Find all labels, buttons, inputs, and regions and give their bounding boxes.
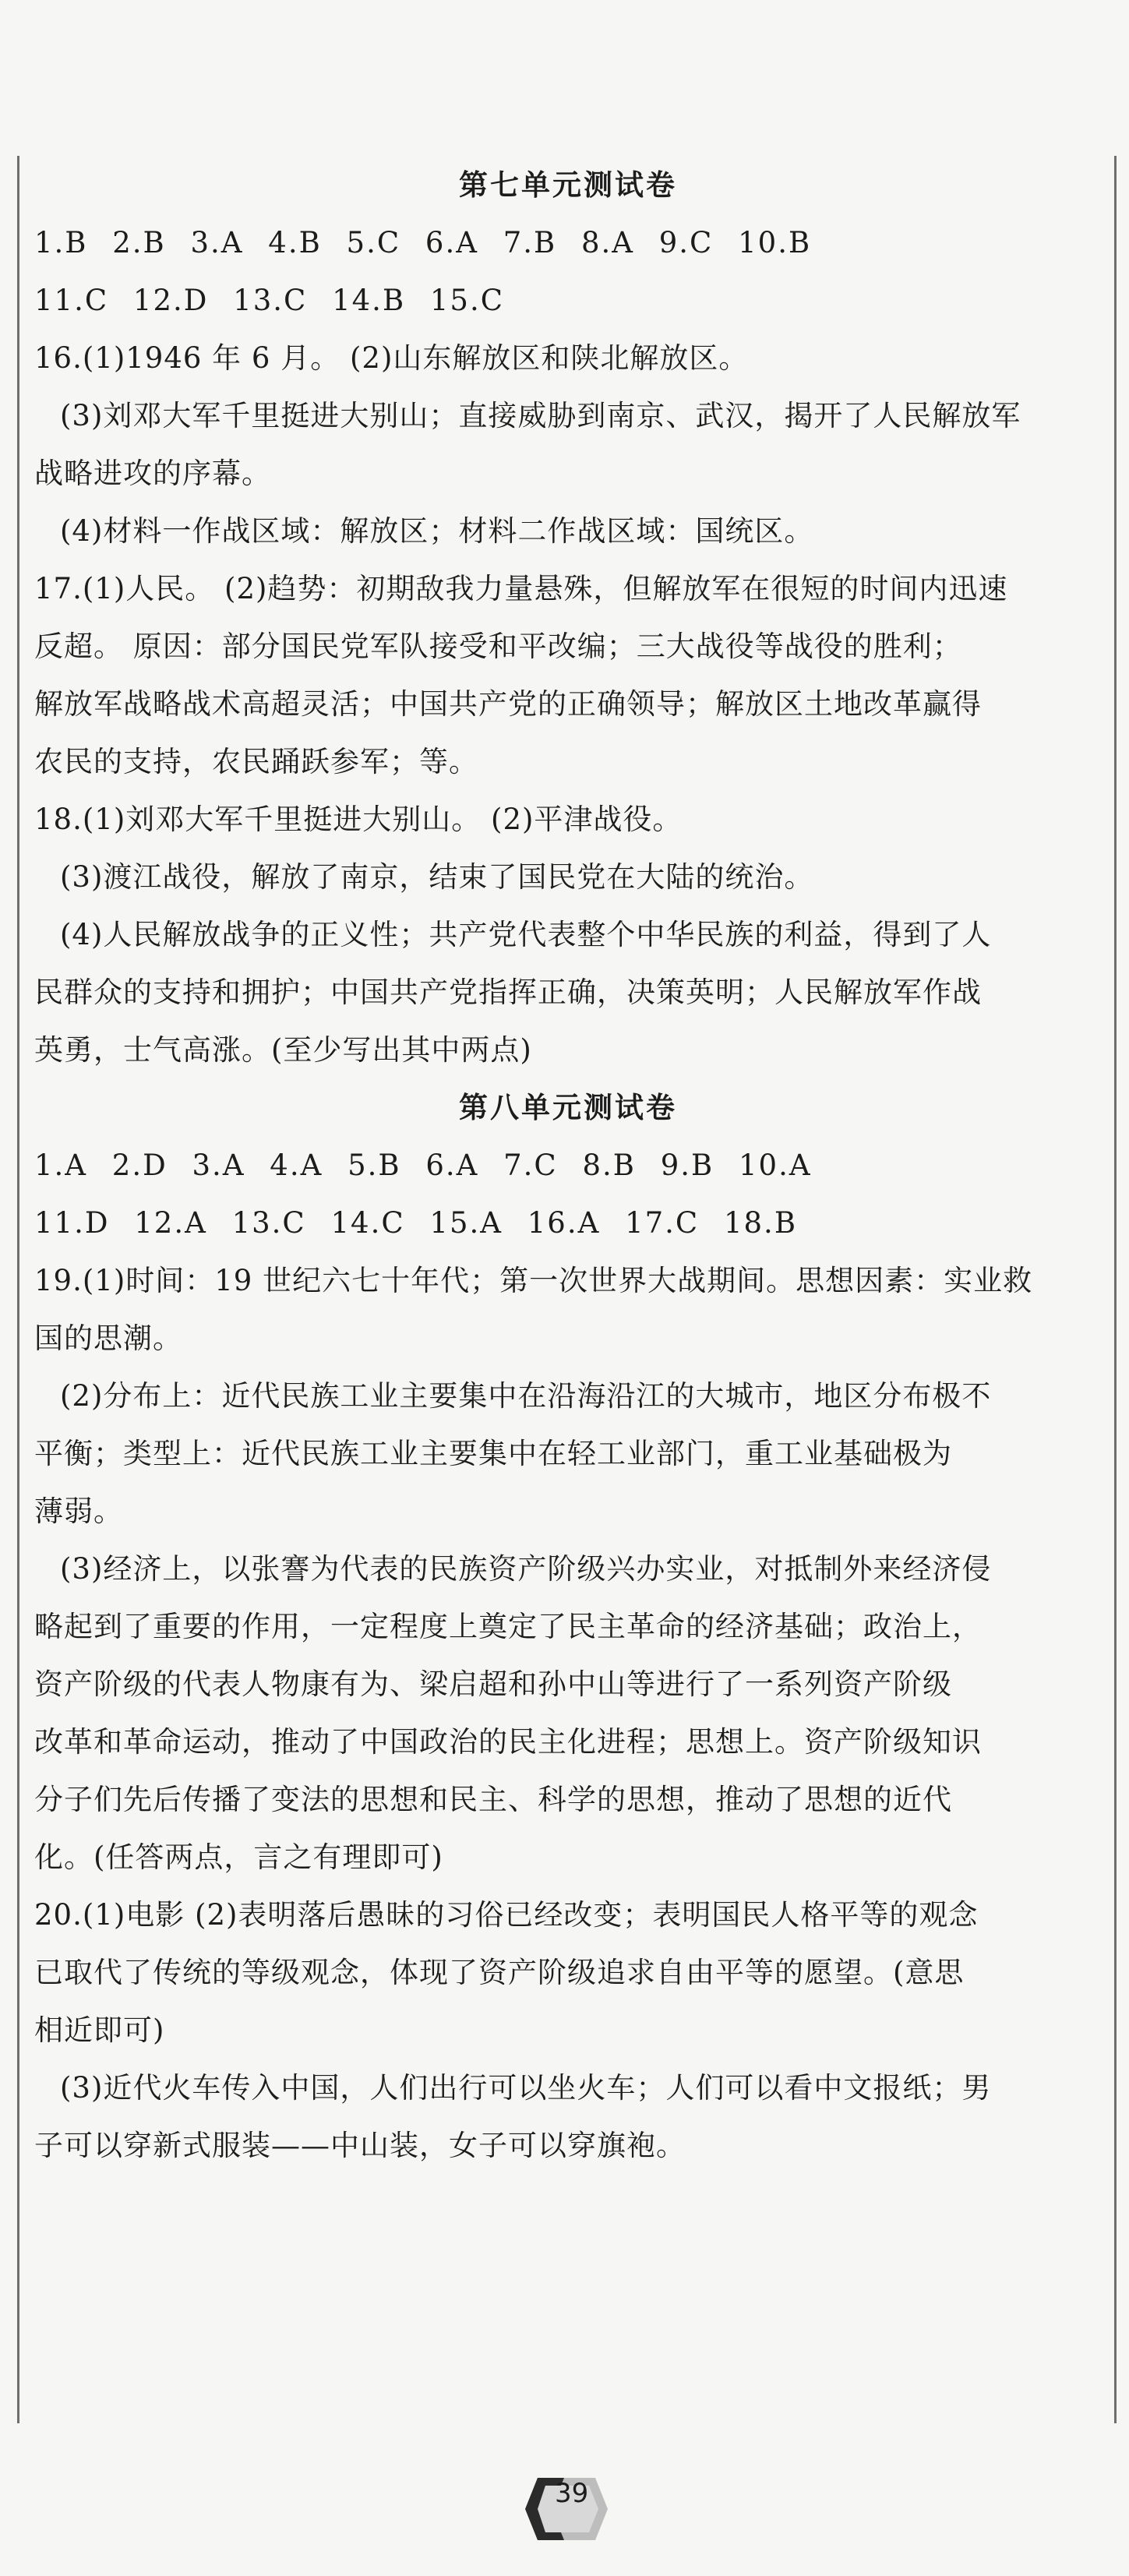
unit7-mc-row1: 1.B 2.B 3.A 4.B 5.C 6.A 7.B 8.A 9.C 10.B <box>34 226 812 259</box>
q17-line4: 农民的支持，农民踊跃参军；等。 <box>34 745 478 778</box>
q20-line2: 已取代了传统的等级观念，体现了资产阶级追求自由平等的愿望。(意思 <box>34 1956 965 1989</box>
page-number: 39 <box>555 2478 589 2509</box>
q18-line3: (4)人民解放战争的正义性；共产党代表整个中华民族的利益，得到了人 <box>60 918 992 951</box>
q20-line3: 相近即可) <box>34 2013 165 2047</box>
q19-line4: 平衡；类型上：近代民族工业主要集中在轻工业部门，重工业基础极为 <box>34 1437 952 1470</box>
q16-line1: 16.(1)1946 年 6 月。 (2)山东解放区和陕北解放区。 <box>34 341 749 375</box>
q17-line3: 解放军战略战术高超灵活；中国共产党的正确领导；解放区土地改革赢得 <box>34 687 982 721</box>
q19-line2: 国的思潮。 <box>34 1322 182 1355</box>
q20-line4: (3)近代火车传入中国，人们出行可以坐火车；人们可以看中文报纸；男 <box>60 2071 992 2105</box>
q19-line3: (2)分布上：近代民族工业主要集中在沿海沿江的大城市，地区分布极不 <box>60 1379 992 1413</box>
unit8-mc-row2: 11.D 12.A 13.C 14.C 15.A 16.A 17.C 18.B <box>34 1206 798 1240</box>
q19-line7: 略起到了重要的作用，一定程度上奠定了民主革命的经济基础；政治上， <box>34 1610 982 1643</box>
q18-line4: 民群众的支持和拥护；中国共产党指挥正确，决策英明；人民解放军作战 <box>34 976 982 1009</box>
q19-line5: 薄弱。 <box>34 1494 123 1528</box>
q19-line10: 分子们先后传播了变法的思想和民主、科学的思想，推动了思想的近代 <box>34 1783 952 1816</box>
q18-line2: (3)渡江战役，解放了南京，结束了国民党在大陆的统治。 <box>60 860 814 894</box>
answer-content <box>34 170 1102 2188</box>
q19-line8: 资产阶级的代表人物康有为、梁启超和孙中山等进行了一系列资产阶级 <box>34 1667 952 1701</box>
unit7-mc-row2: 11.C 12.D 13.C 14.B 15.C <box>34 284 505 317</box>
q19-line9: 改革和革命运动，推动了中国政治的民主化进程；思想上。资产阶级知识 <box>34 1725 982 1759</box>
left-margin-rule <box>17 156 19 2423</box>
unit7-title: 第七单元测试卷 <box>459 168 677 202</box>
q20-line1: 20.(1)电影 (2)表明落后愚昧的习俗已经改变；表明国民人格平等的观念 <box>34 1898 979 1932</box>
q19-line1: 19.(1)时间：19 世纪六七十年代；第一次世界大战期间。思想因素：实业救 <box>34 1264 1033 1297</box>
q16-line4: (4)材料一作战区域：解放区；材料二作战区域：国统区。 <box>60 514 814 548</box>
q18-line1: 18.(1)刘邓大军千里挺进大别山。 (2)平津战役。 <box>34 803 683 836</box>
q20-line5: 子可以穿新式服装——中山装，女子可以穿旗袍。 <box>34 2129 686 2162</box>
q16-line3: 战略进攻的序幕。 <box>34 457 271 490</box>
right-margin-rule <box>1114 156 1117 2423</box>
unit8-mc-row1: 1.A 2.D 3.A 4.A 5.B 6.A 7.C 8.B 9.B 10.A <box>34 1149 812 1182</box>
q17-line1: 17.(1)人民。 (2)趋势：初期敌我力量悬殊，但解放军在很短的时间内迅速 <box>34 572 1008 605</box>
q16-line2: (3)刘邓大军千里挺进大别山；直接威胁到南京、武汉，揭开了人民解放军 <box>60 399 1021 432</box>
q19-line6: (3)经济上，以张謇为代表的民族资产阶级兴办实业，对抵制外来经济侵 <box>60 1552 992 1586</box>
q17-line2: 反超。 原因：部分国民党军队接受和平改编；三大战役等战役的胜利； <box>34 630 962 663</box>
q19-line11: 化。(任答两点，言之有理即可) <box>34 1840 443 1874</box>
unit8-title: 第八单元测试卷 <box>459 1090 677 1124</box>
q18-line5: 英勇，士气高涨。(至少写出其中两点) <box>34 1033 532 1067</box>
